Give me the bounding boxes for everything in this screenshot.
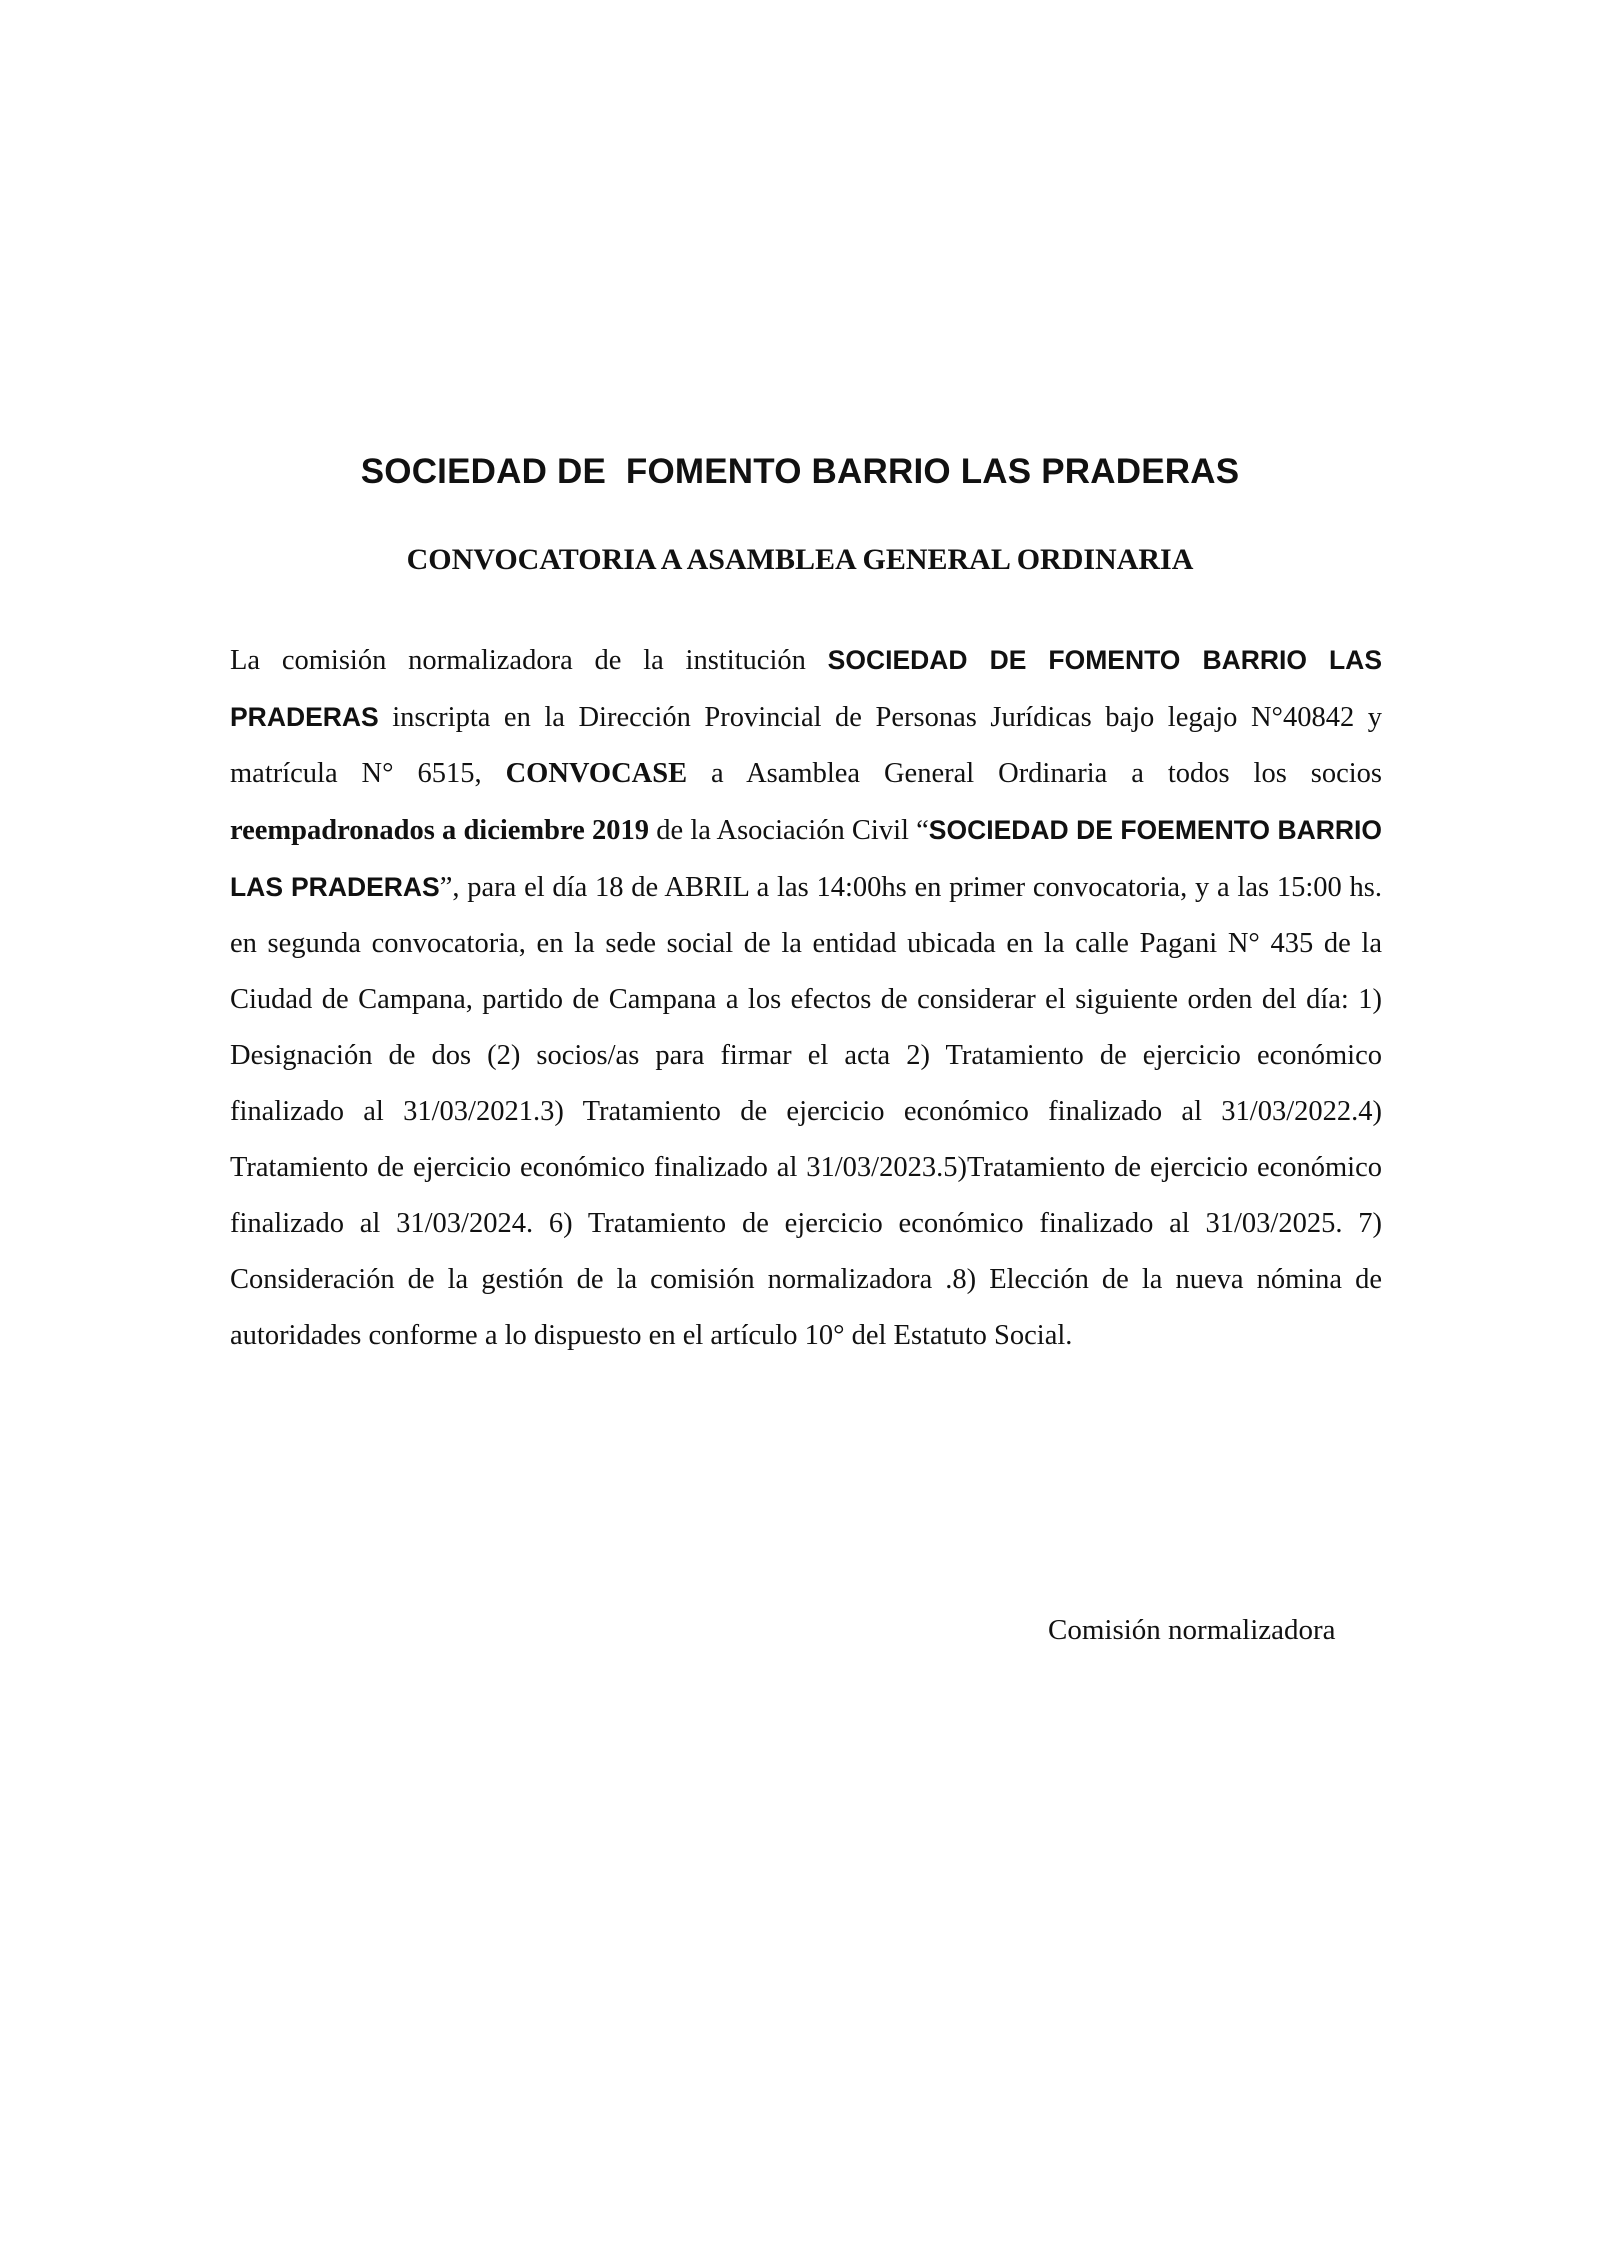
- body-text: de la Asociación Civil “: [649, 815, 929, 846]
- body-text: a Asamblea General Ordinaria a todos los socios: [687, 758, 1383, 789]
- organization-name: SOCIEDAD DE FOMENTO BARRIO LAS PRADERAS: [230, 645, 1382, 732]
- body-text: ”, para el día 18 de ABRIL a las 14:00hs en primer convocatoria, y a las 15:00 hs. en segunda convocatoria, en la sede social de la entidad ubicada en la calle Pagani N° 435 de la Ciudad de Campana, partido de Campana a los efectos de considerar el siguiente orden del día: 1) Designación de dos (2) socios/as para firmar el acta 2) Tratamiento de ejercicio económico finalizado al 31/03/2021.3) Tratamiento de ejercicio económico finalizado al 31/03/2022.4) Tratamiento de ejercicio económico finalizado al 31/03/2023.5)Tratamiento de ejercicio económico finalizado al 31/03/2024. 6) Tratamiento de ejercicio económico finalizado al 31/03/2025. 7) Consideración de la gestión de la comisión normalizadora .8) Elección de la nueva nómina de autoridades conforme a lo dispuesto en el artículo 10° del Estatuto Social.: [230, 872, 1383, 1351]
- document-body: [230, 632, 1382, 1364]
- document-title: SOCIEDAD DE FOMENTO BARRIO LAS PRADERAS: [360, 452, 1240, 491]
- convocase-emphasis: CONVOCASE: [505, 758, 688, 789]
- signature: Comisión normalizadora: [1048, 1614, 1336, 1646]
- members-emphasis: reempadronados a diciembre 2019: [230, 815, 650, 846]
- body-text: La comisión normalizadora de la institución: [230, 645, 828, 676]
- organization-name: SOCIEDAD DE FOEMENTO BARRIO LAS PRADERAS: [230, 815, 1382, 902]
- document-subtitle: CONVOCATORIA A ASAMBLEA GENERAL ORDINARIA: [406, 543, 1194, 576]
- body-text: inscripta en la Dirección Provincial de Personas Jurídicas bajo legajo N°40842 y matrícula N° 6515,: [230, 702, 1382, 789]
